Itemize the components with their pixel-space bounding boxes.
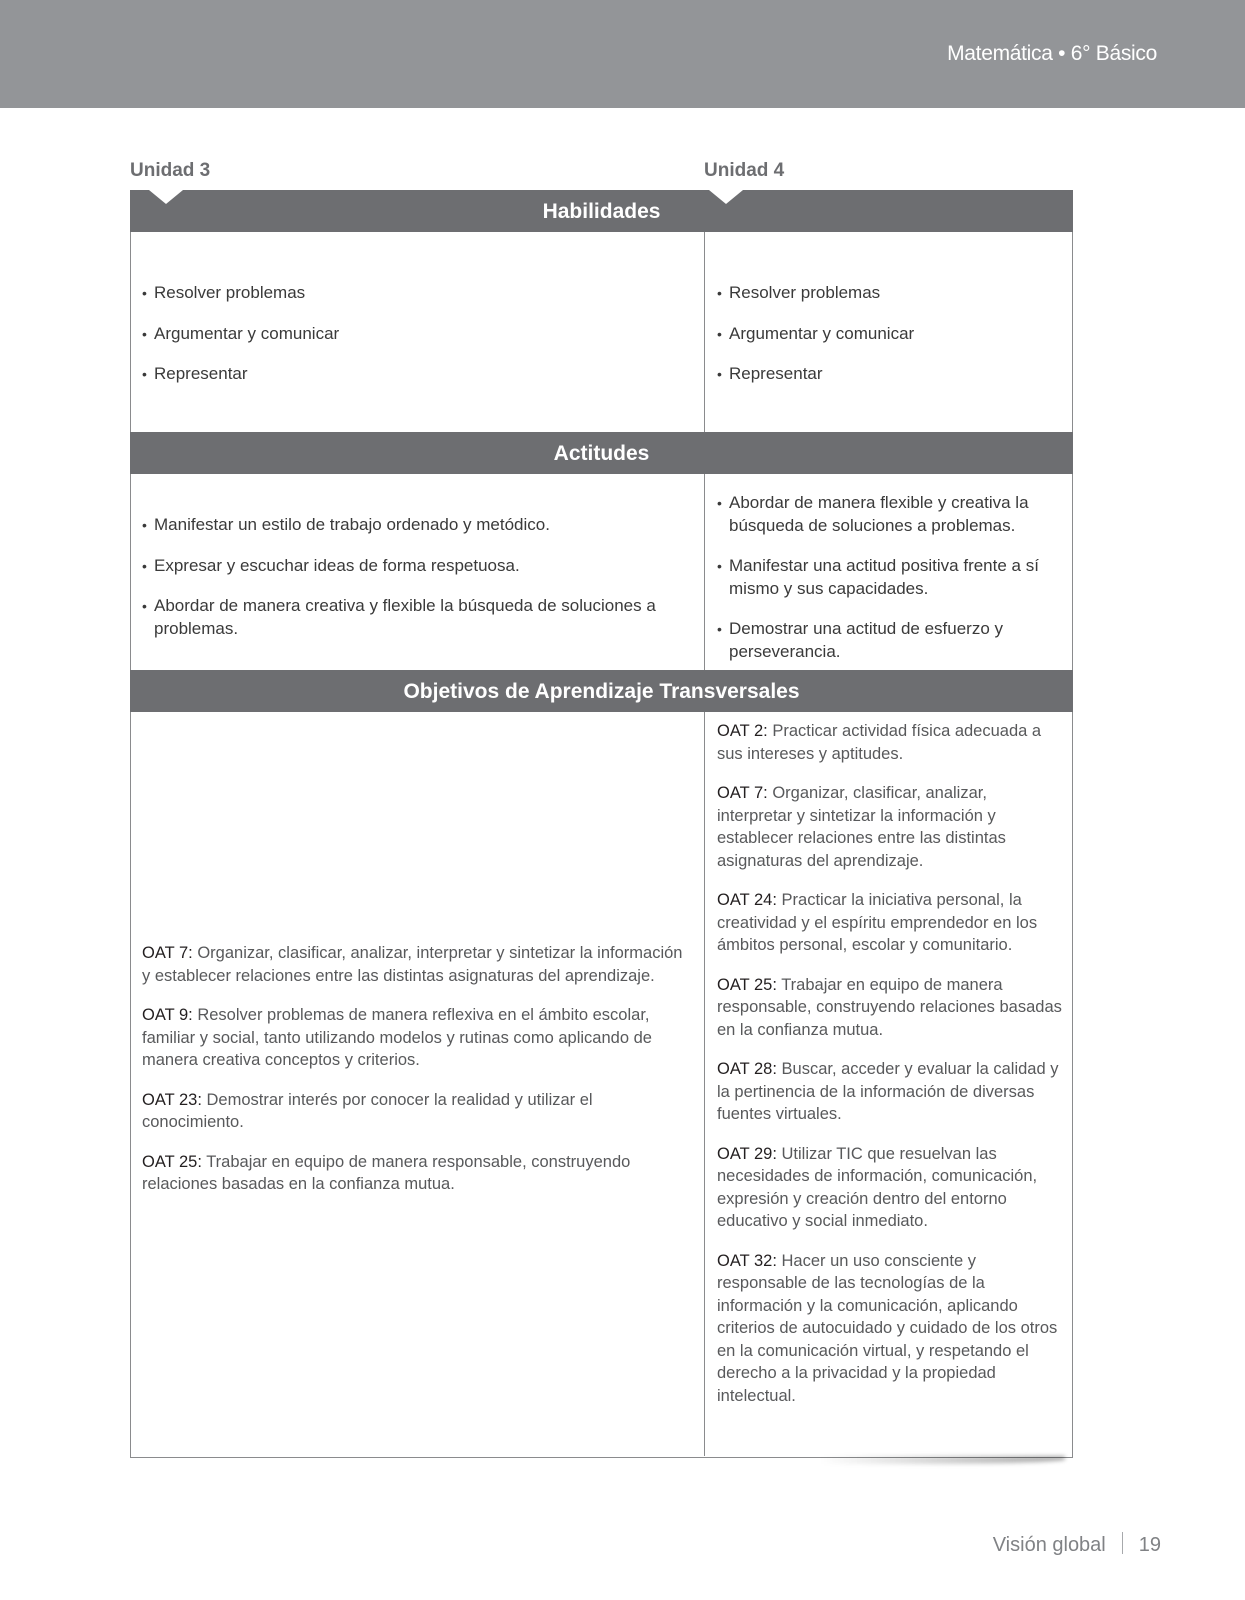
actitudes-unit-4 — [717, 492, 1062, 681]
header-bar — [0, 0, 1245, 108]
page-number: 19 — [1138, 1534, 1161, 1556]
list-item: • Resolver problemas — [142, 282, 690, 305]
column-divider — [704, 232, 705, 432]
table-shadow — [820, 1456, 1065, 1464]
footer-divider — [1122, 1532, 1123, 1554]
oat-code: OAT 25: — [142, 1152, 202, 1171]
list-item: • Argumentar y comunicar — [142, 323, 690, 346]
oat-text: Buscar, acceder y evaluar la calidad y la pertinencia de la información de diversas fuentes virtuales. — [717, 1060, 1059, 1123]
oat-item — [142, 1089, 692, 1134]
oat-text: Demostrar interés por conocer la realidad y utilizar el conocimiento. — [142, 1090, 593, 1131]
oat-code: OAT 24: — [717, 891, 777, 909]
section-title: Habilidades — [542, 200, 661, 223]
list-item: • Demostrar una actitud de esfuerzo y perseverancia. — [717, 618, 1062, 663]
section-header-actitudes — [130, 432, 1073, 474]
oat-code: OAT 7: — [142, 944, 193, 962]
oat-item — [717, 1250, 1062, 1408]
unit-3-pointer — [149, 190, 183, 204]
oat-item — [717, 1143, 1062, 1233]
oat-text: Organizar, clasificar, analizar, interpretar y sintetizar la información y establecer relaciones entre las distintas asignaturas del aprendizaje. — [142, 944, 683, 985]
section-header-oat — [130, 670, 1073, 712]
list-item: • Abordar de manera creativa y flexible la búsqueda de soluciones a problemas. — [142, 595, 690, 640]
page-header-title: Matemática • 6° Básico — [947, 42, 1157, 65]
oat-text: Trabajar en equipo de manera responsable, construyendo relaciones basadas en la confianza mutua. — [717, 975, 1062, 1039]
page-footer — [993, 1532, 1161, 1557]
list-item: • Abordar de manera flexible y creativa la búsqueda de soluciones a problemas. — [717, 492, 1062, 537]
footer-section: Visión global — [992, 1534, 1106, 1556]
overview-table — [130, 190, 1073, 1458]
oat-text: Practicar actividad física adecuada a sus intereses y aptitudes. — [717, 722, 1042, 763]
list-item: • Representar — [717, 363, 1062, 386]
list-item: • Expresar y escuchar ideas de forma respetuosa. — [142, 555, 690, 578]
column-divider — [704, 474, 705, 670]
oat-item — [717, 974, 1062, 1042]
oat-text: Utilizar TIC que resuelvan las necesidades de información, comunicación, expresión y creación dentro del entorno educativo y social inmediato. — [717, 1144, 1038, 1230]
oat-code: OAT 28: — [717, 1060, 777, 1078]
oat-code: OAT 9: — [142, 1006, 193, 1024]
oat-item — [717, 889, 1062, 957]
oat-item — [717, 782, 1062, 872]
oat-text: Organizar, clasificar, analizar, interpretar y sintetizar la información y establecer relaciones entre las distintas asignaturas del aprendizaje. — [717, 784, 1006, 870]
oat-text: Practicar la iniciativa personal, la creatividad y el espíritu emprendedor en los ámbitos personal, escolar y comunitario. — [717, 891, 1038, 954]
oat-text: Resolver problemas de manera reflexiva en el ámbito escolar, familiar y social, tanto utilizando modelos y rutinas como aplicando de manera creativa conceptos y criterios. — [142, 1006, 652, 1069]
list-item: • Representar — [142, 363, 690, 386]
oat-code: OAT 32: — [717, 1251, 777, 1270]
column-divider — [704, 712, 705, 1456]
oat-unit-3 — [142, 942, 692, 1213]
list-item: • Argumentar y comunicar — [717, 323, 1062, 346]
oat-code: OAT 29: — [717, 1144, 777, 1163]
list-item: • Resolver problemas — [717, 282, 1062, 305]
unit-3-label: Unidad 3 — [130, 160, 211, 181]
section-title: Objetivos de Aprendizaje Transversales — [403, 680, 800, 703]
oat-code: OAT 25: — [717, 975, 777, 994]
section-header-habilidades — [130, 190, 1073, 232]
actitudes-unit-3 — [142, 514, 690, 658]
oat-item — [717, 720, 1062, 765]
oat-text: Trabajar en equipo de manera responsable, construyendo relaciones basadas en la confianza mutua. — [142, 1152, 631, 1193]
oat-text: Hacer un uso consciente y responsable de las tecnologías de la información y la comunicación, aplicando criterios de autocuidado y cuidado de los otros en la comunicación virtual, y respetando el derecho a la privacidad y la propiedad intelectual. — [717, 1251, 1058, 1405]
oat-item — [142, 1004, 692, 1072]
list-item: • Manifestar una actitud positiva frente a sí mismo y sus capacidades. — [717, 555, 1062, 600]
oat-code: OAT 2: — [717, 722, 768, 740]
oat-item — [142, 1151, 692, 1196]
oat-item — [717, 1058, 1062, 1126]
unit-4-pointer — [709, 190, 743, 204]
oat-code: OAT 7: — [717, 784, 768, 802]
section-title: Actitudes — [553, 442, 650, 465]
list-item: • Manifestar un estilo de trabajo ordenado y metódico. — [142, 514, 690, 537]
habilidades-unit-3 — [142, 282, 690, 404]
unit-4-label: Unidad 4 — [704, 160, 785, 181]
habilidades-unit-4 — [717, 282, 1062, 404]
oat-unit-4 — [717, 720, 1062, 1424]
oat-code: OAT 23: — [142, 1090, 202, 1109]
oat-item — [142, 942, 692, 987]
